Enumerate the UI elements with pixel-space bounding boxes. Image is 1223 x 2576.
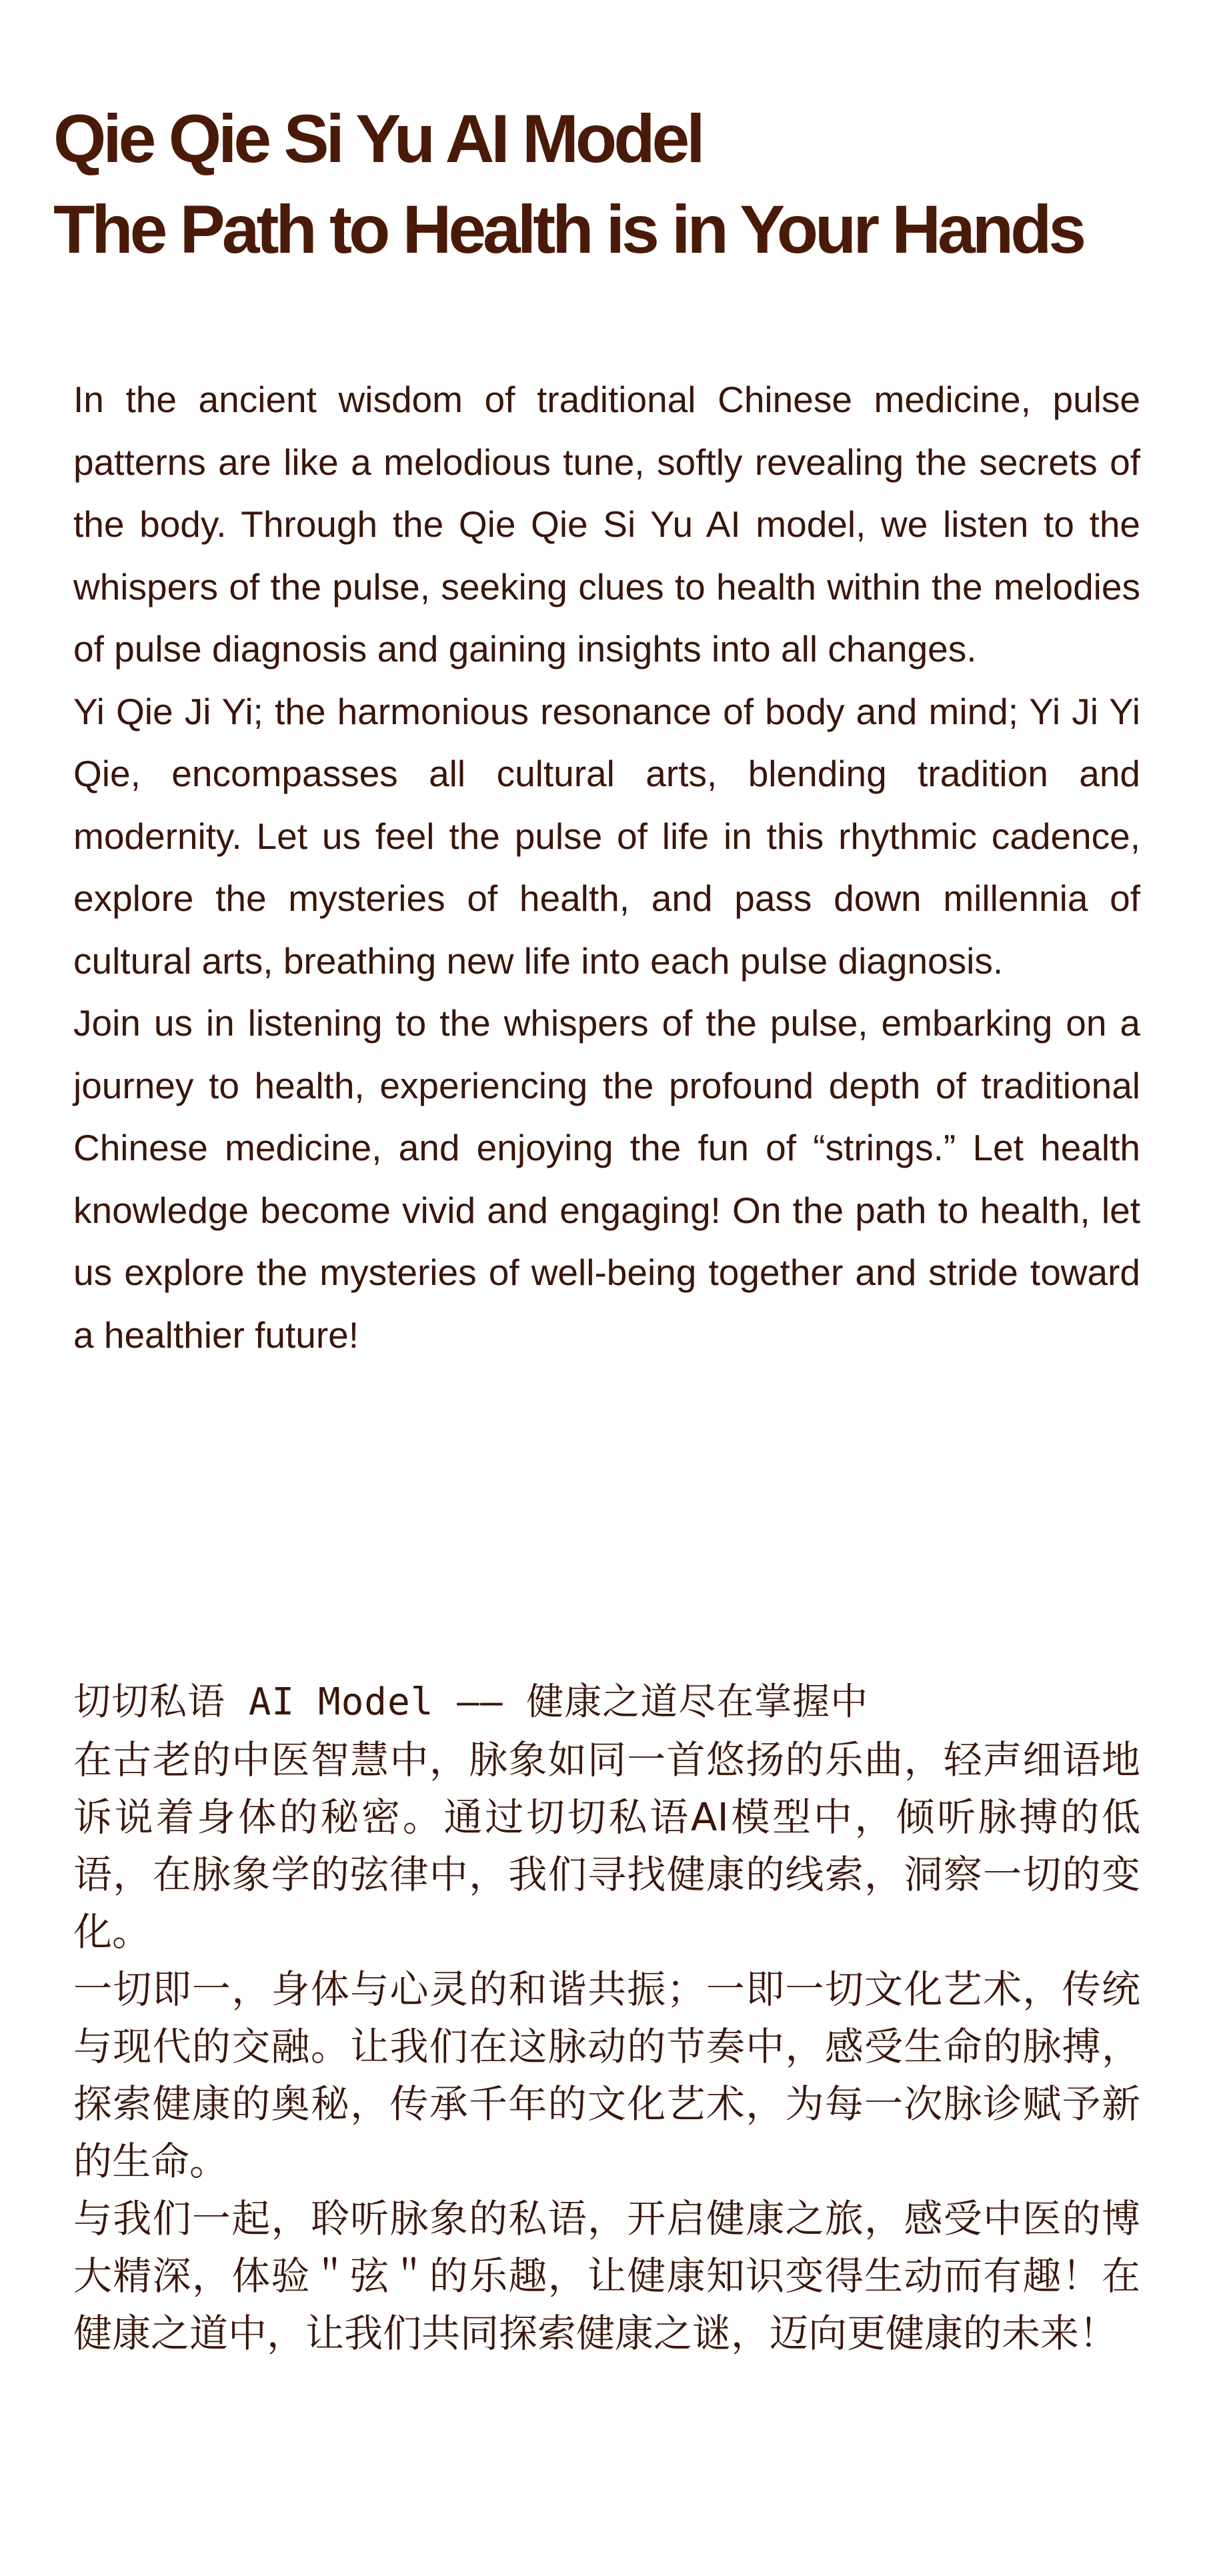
- chinese-heading: 切切私语 AI Model —— 健康之道尽在掌握中: [73, 1680, 869, 1724]
- chinese-paragraph-3: 与我们一起，聆听脉象的私语，开启健康之旅，感受中医的博大精深，体验＂弦＂的乐趣，让健康知识变得生动而有趣！在健康之道中，让我们共同探索健康之谜，迈向更健康的未来！: [73, 2196, 1140, 2356]
- chinese-paragraph-2: 一切即一，身体与心灵的和谐共振；一即一切文化艺术，传统与现代的交融。让我们在这脉动的节奏中，感受生命的脉搏，探索健康的奥秘，传承千年的文化艺术，为每一次脉诊赋予新的生命。: [73, 1967, 1140, 2184]
- english-paragraph-1: In the ancient wisdom of traditional Chinese medicine, pulse patterns are like a melodious tune, softly revealing the secrets of the body. Through the Qie Qie Si Yu AI model, we listen to the whispers of the pulse, seeking clues to health within the melodies of pulse diagnosis and gaining insights into all changes.: [73, 379, 1140, 670]
- english-paragraph-2: Yi Qie Ji Yi; the harmonious resonance of body and mind; Yi Ji Yi Qie, encompasses all cultural arts, blending tradition and modernity. Let us feel the pulse of life in this rhythmic cadence, explore the mysteries of health, and pass down millennia of cultural arts, breathing new life into each pulse diagnosis.: [73, 690, 1140, 982]
- title-line-1: Qie Qie Si Yu AI Model: [53, 101, 702, 177]
- chinese-paragraph-1: 在古老的中医智慧中，脉象如同一首悠扬的乐曲，轻声细语地诉说着身体的秘密。通过切切私语AI模型中，倾听脉搏的低语，在脉象学的弦律中，我们寻找健康的线索，洞察一切的变化。: [73, 1737, 1140, 1955]
- english-paragraph-3: Join us in listening to the whispers of the pulse, embarking on a journey to health, experiencing the profound depth of traditional Chinese medicine, and enjoying the fun of “strings.” Let health knowledge become vivid and engaging! On the path to health, let us explore the mysteries of well-being together and stride toward a healthier future!: [73, 1002, 1140, 1356]
- page-title: [53, 93, 1187, 275]
- chinese-body: [73, 1674, 1140, 2362]
- title-line-2: The Path to Health is in Your Hands: [53, 191, 1084, 267]
- english-body: [73, 369, 1140, 1366]
